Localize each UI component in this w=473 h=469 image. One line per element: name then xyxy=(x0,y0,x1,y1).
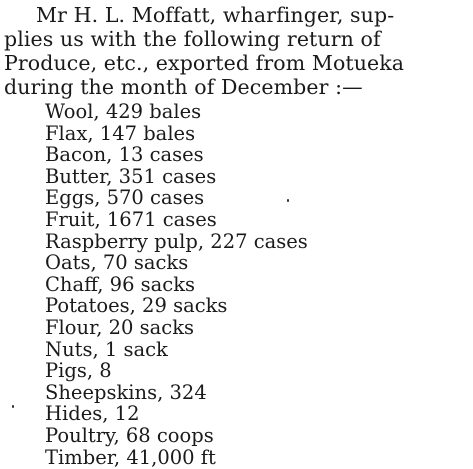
produce-item: Poultry, 68 coops xyxy=(45,423,214,447)
intro-line-2: plies us with the following return of xyxy=(4,27,381,51)
produce-item: Chaff, 96 sacks xyxy=(45,272,196,296)
produce-list xyxy=(45,101,308,468)
produce-item: Pigs, 8 xyxy=(45,359,112,383)
produce-item: Butter, 351 cases xyxy=(45,164,217,188)
produce-item: Potatoes, 29 sacks xyxy=(45,294,228,318)
intro-line-3: Produce, etc., exported from Motueka xyxy=(4,51,405,75)
produce-item: Fruit, 1671 cases xyxy=(45,207,217,231)
print-speck xyxy=(287,199,289,202)
intro-line-4: during the month of December :— xyxy=(4,75,363,99)
produce-item: Oats, 70 sacks xyxy=(45,251,189,275)
intro-line-1: Mr H. L. Moffatt, wharfinger, sup- xyxy=(36,3,395,27)
produce-item: Hides, 12 xyxy=(45,402,140,426)
print-speck xyxy=(12,405,14,408)
produce-item: Sheepskins, 324 xyxy=(45,380,207,404)
produce-item: Timber, 41,000 ft xyxy=(45,445,216,469)
produce-item: Nuts, 1 sack xyxy=(45,337,168,361)
produce-item: Flour, 20 sacks xyxy=(45,315,195,339)
produce-item: Flax, 147 bales xyxy=(45,121,196,145)
produce-item: Raspberry pulp, 227 cases xyxy=(45,229,308,253)
produce-item: Bacon, 13 cases xyxy=(45,143,204,167)
produce-item: Wool, 429 bales xyxy=(45,100,202,123)
produce-item: Eggs, 570 cases xyxy=(45,186,205,210)
